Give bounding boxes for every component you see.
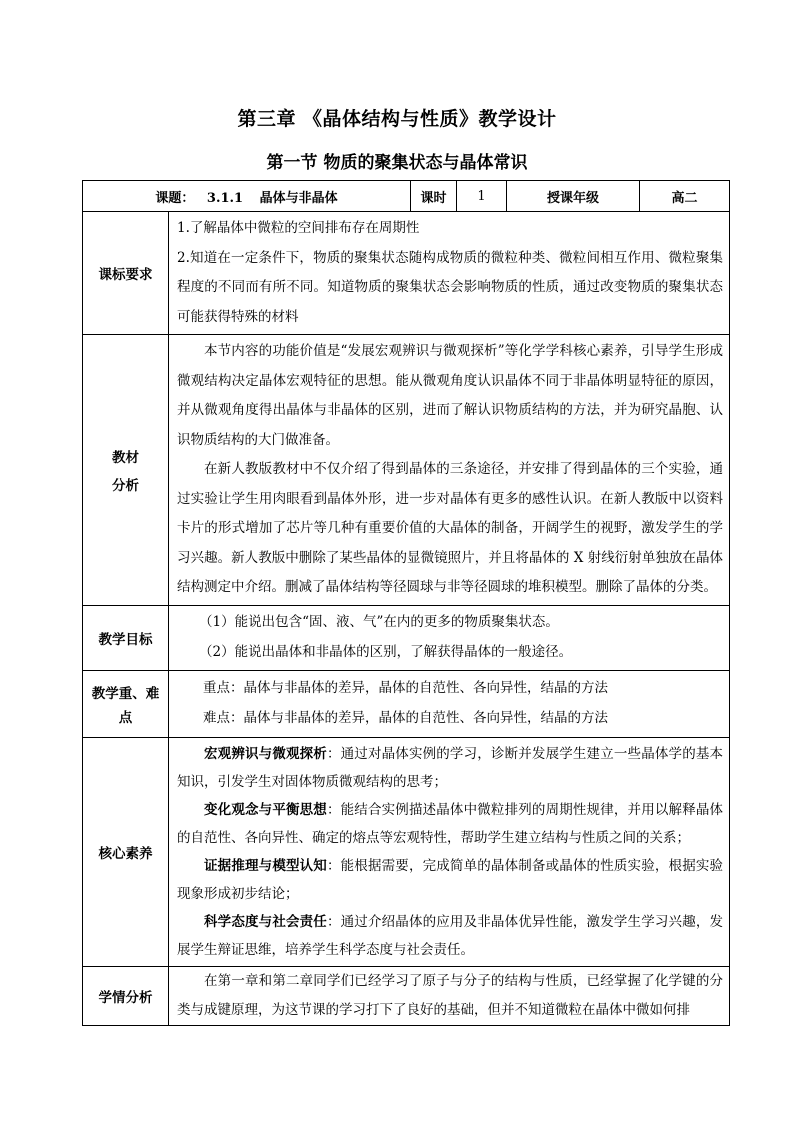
- literacy-item-2: [177, 796, 723, 852]
- lesson-label: 课题：: [155, 190, 195, 206]
- difficult-point: 难点：晶体与非晶体的差异，晶体的自范性、各向异性，结晶的方法: [203, 709, 608, 726]
- lesson-name: 晶体与非晶体: [259, 190, 338, 206]
- curriculum-content: [169, 212, 730, 335]
- literacy-row: [83, 737, 730, 966]
- focus-label-line-1: 教学重、难: [91, 685, 160, 702]
- literacy-term-4: 科学态度与社会责任: [204, 913, 327, 930]
- hours-value: 1: [457, 181, 507, 212]
- lesson-code: 3.1.1: [206, 190, 244, 206]
- goal-item-2: （2）能说出晶体和非晶体的区别，了解获得晶体的一般途径。: [199, 643, 573, 660]
- goals-label: 教学目标: [83, 605, 169, 670]
- material-label-line-2: 分析: [112, 477, 139, 494]
- focus-row: [83, 670, 730, 737]
- goals-content: [169, 605, 730, 670]
- students-row: [83, 966, 730, 1025]
- header-row: [83, 181, 730, 212]
- literacy-item-3: [177, 852, 723, 908]
- curriculum-row: [83, 212, 730, 335]
- grade-label: 授课年级: [507, 181, 640, 212]
- lesson-title-cell: [83, 181, 411, 212]
- material-paragraph-1: 本节内容的功能价值是“发展宏观辨识与微观探析”等化学学科核心素养，引导学生形成微观结构决定晶体宏观特征的思想。能从微观角度认识晶体不同于非晶体明显特征的原因，并从微观角度得出晶体与非晶体的区别，进而了解认识物质结构的方法，并为研究晶胞、认识物质结构的大门做准备。: [177, 343, 724, 448]
- students-text: 在第一章和第二章同学们已经学习了原子与分子的结构与性质，已经掌握了化学键的分类与成键原理，为这节课的学习打下了良好的基础，但并不知道微粒在晶体中微如何排: [177, 972, 724, 1018]
- curriculum-line-2: 2.知道在一定条件下，物质的聚集状态随构成物质的微粒种类、微粒间相互作用、微粒聚集程度的不同而有所不同。知道物质的聚集状态会影响物质的性质，通过改变物质的聚集状态可能获得特殊的材料: [177, 249, 724, 325]
- literacy-text-2: ：能结合实例描述晶体中微粒排列的周期性规律，并用以解释晶体的自范性、各向异性、确定的熔点等宏观特性，帮助学生建立结构与性质之间的关系；: [177, 801, 724, 846]
- material-row: [83, 335, 730, 606]
- students-label: 学情分析: [83, 966, 169, 1025]
- literacy-term-2: 变化观念与平衡思想: [204, 801, 327, 818]
- literacy-item-1: [177, 740, 723, 796]
- curriculum-line-1: 1.了解晶体中微粒的空间排布存在周期性: [177, 220, 420, 236]
- curriculum-label: 课标要求: [83, 212, 169, 335]
- key-point: 重点：晶体与非晶体的差异，晶体的自范性、各向异性，结晶的方法: [203, 680, 608, 696]
- hours-label: 课时: [411, 181, 457, 212]
- goals-row: [83, 605, 730, 670]
- literacy-text-1: ：通过对晶体实例的学习，诊断并发展学生建立一些晶体学的基本知识，引发学生对固体物质微观结构的思考；: [177, 745, 724, 790]
- focus-content: [169, 670, 730, 737]
- focus-label: [83, 670, 169, 737]
- literacy-text-4: ：通过介绍晶体的应用及非晶体优异性能，激发学生学习兴趣，发展学生辩证思维，培养学生科学态度与社会责任。: [177, 913, 724, 958]
- material-paragraph-2: 在新人教版教材中不仅介绍了得到晶体的三条途径，并安排了得到晶体的三个实验，通过实验让学生用肉眼看到晶体外形，进一步对晶体有更多的感性认识。在新人教版中以资料卡片的形式增加了芯片等几种有重要价值的大晶体的制备，开阔学生的视野，激发学生的学习兴趣。新人教版中删除了某些晶体的显微镜照片，并且将晶体的 X 射线衍射单独放在晶体结构测定中介绍。删减了晶体结构等径圆球与非等径圆球的堆积模型。删除了晶体的分类。: [177, 461, 724, 595]
- document-title: 第三章 《晶体结构与性质》教学设计: [237, 108, 557, 130]
- goal-item-1: （1）能说出包含“固、液、气”在内的更多的物质聚集状态。: [199, 614, 559, 630]
- lesson-plan-table: [82, 180, 730, 1026]
- literacy-text-3: ：能根据需要，完成简单的晶体制备或晶体的性质实验，根据实验现象形成初步结论；: [177, 857, 724, 902]
- material-content: [169, 335, 730, 606]
- literacy-term-1: 宏观辨识与微观探析: [204, 745, 327, 762]
- literacy-label: 核心素养: [83, 737, 169, 966]
- grade-value: 高二: [640, 181, 730, 212]
- literacy-content: [169, 737, 730, 966]
- focus-label-line-2: 点: [118, 709, 133, 726]
- material-label: [83, 335, 169, 606]
- literacy-term-3: 证据推理与模型认知: [204, 857, 327, 874]
- students-content: [169, 966, 730, 1025]
- material-label-line-1: 教材: [112, 449, 139, 466]
- literacy-item-4: [177, 908, 723, 964]
- section-title: 第一节 物质的聚集状态与晶体常识: [266, 153, 528, 173]
